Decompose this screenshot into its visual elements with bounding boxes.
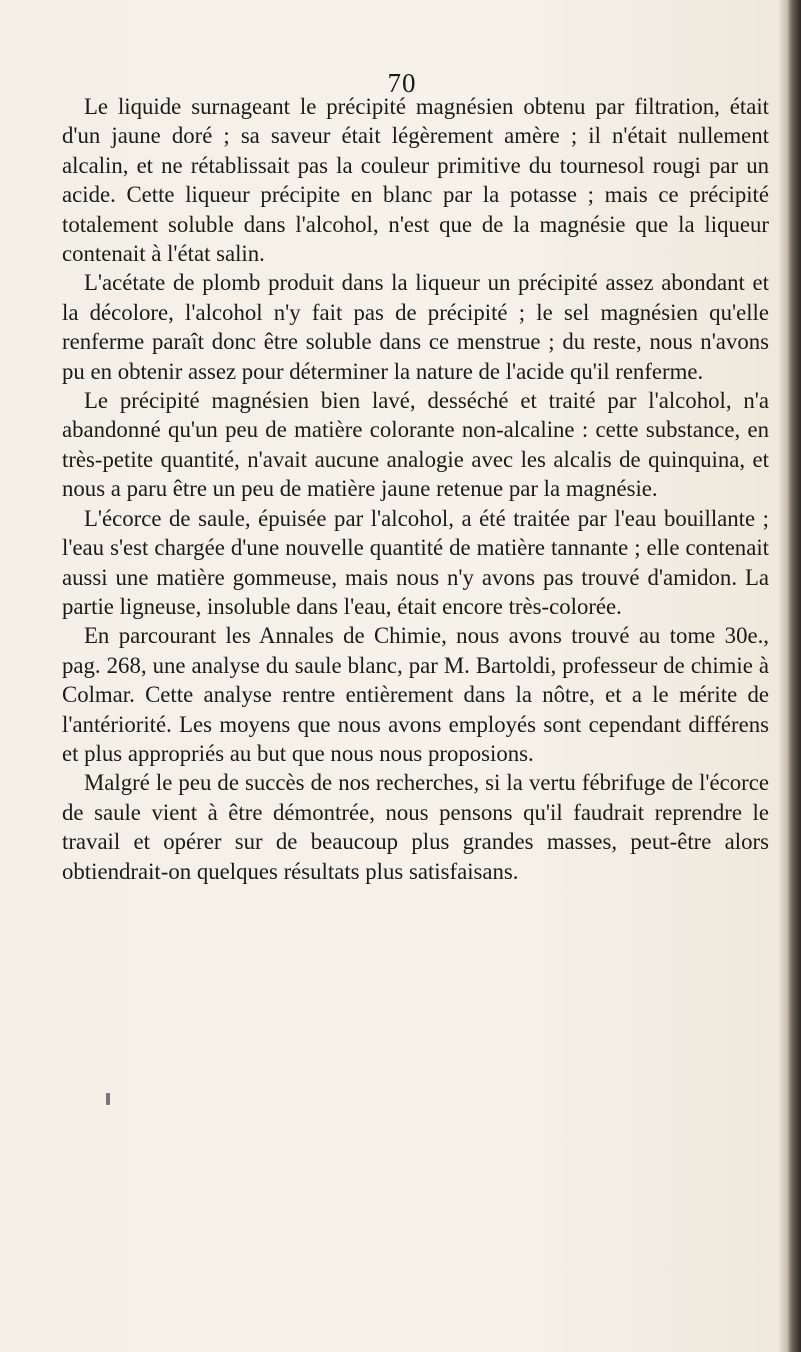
paragraph: En parcourant les Annales de Chimie, nous avons trouvé au tome 30e., pag. 268, une analyse du saule blanc, par M. Bartoldi, professeur de chimie à Colmar. Cette analyse rentre entièrement dans la nôtre, et a le mérite de l'antériorité. Les moyens que nous avons employés sont cependant différens et plus appropriés au but que nous nous proposions. (62, 623, 769, 766)
ink-mark (106, 1093, 110, 1105)
paragraph: Malgré le peu de succès de nos recherches, si la vertu fébrifuge de l'écorce de saule vient à être démontrée, nous pensons qu'il faudrait reprendre le travail et opérer sur de beaucoup plus grandes masses, peut-être alors obtiendrait-on quelques résultats plus satisfaisans. (62, 770, 769, 884)
page-edge-shadow (779, 0, 801, 1352)
paragraph: Le liquide surnageant le précipité magnésien obtenu par filtration, était d'un jaune doré ; sa saveur était légèrement amère ; il n'était nullement alcalin, et ne rétablissait pas la couleur primitive du tournesol rougi par un acide. Cette liqueur précipite en blanc par la potasse ; mais ce précipité totalement soluble dans l'alcohol, n'est que de la magnésie que la liqueur contenait à l'état salin. (62, 94, 769, 267)
paragraph: Le précipité magnésien bien lavé, desséché et traité par l'alcohol, n'a abandonné qu'un peu de matière colorante non-alcaline : cette substance, en très-petite quantité, n'avait aucune analogie avec les alcalis de quinquina, et nous a paru être un peu de matière jaune retenue par la magnésie. (62, 388, 769, 502)
page-number: 70 (387, 68, 417, 98)
body-text (62, 92, 769, 886)
paragraph: L'acétate de plomb produit dans la liqueur un précipité assez abondant et la décolore, l'alcohol n'y fait pas de précipité ; le sel magnésien qu'elle renferme paraît donc être soluble dans ce menstrue ; du reste, nous n'avons pu en obtenir assez pour déterminer la nature de l'acide qu'il renferme. (62, 270, 769, 384)
paragraph: L'écorce de saule, épuisée par l'alcohol, a été traitée par l'eau bouillante ; l'eau s'est chargée d'une nouvelle quantité de matière tannante ; elle contenait aussi une matière gommeuse, mais nous n'y avons pas trouvé d'amidon. La partie ligneuse, insoluble dans l'eau, était encore très-colorée. (62, 505, 769, 619)
